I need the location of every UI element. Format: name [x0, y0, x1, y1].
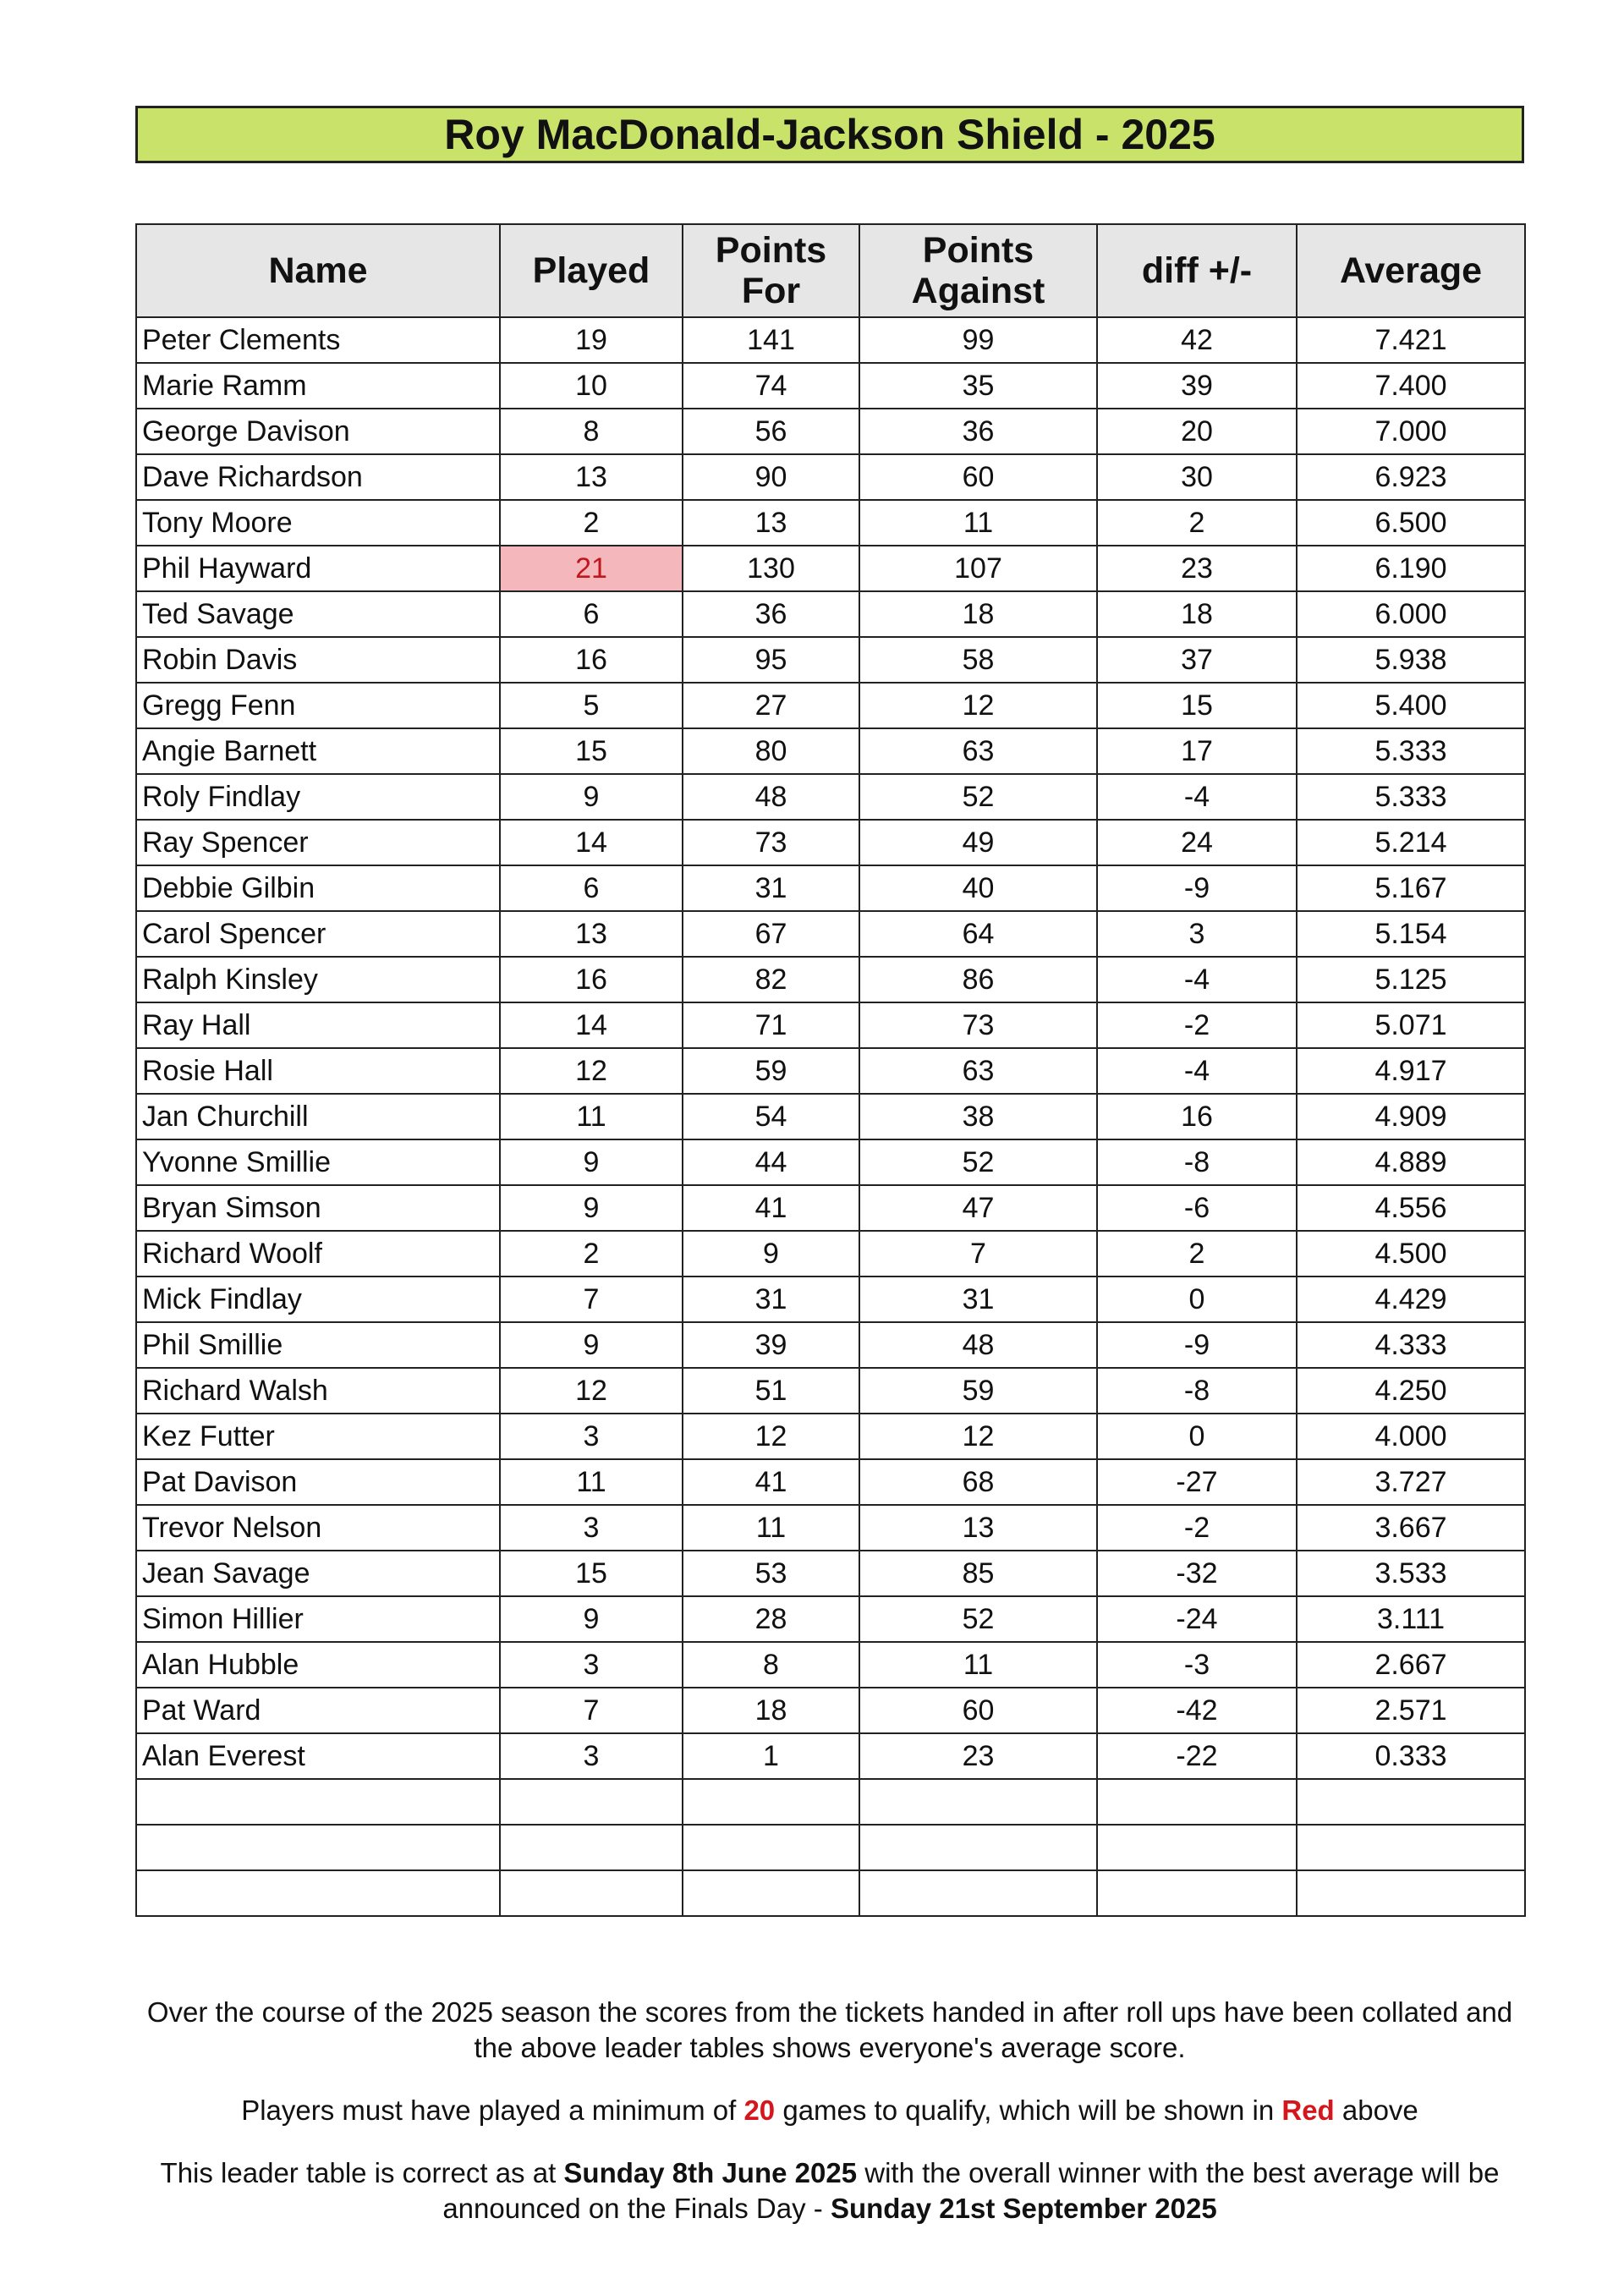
empty-cell	[136, 1825, 500, 1870]
note-minimum-games: 20	[743, 2095, 776, 2126]
cell-average: 4.909	[1297, 1094, 1525, 1139]
cell-played: 9	[500, 1185, 683, 1231]
cell-points-for: 71	[683, 1002, 859, 1048]
table-row	[136, 500, 1525, 546]
cell-name: Debbie Gilbin	[136, 865, 500, 911]
table-row	[136, 1368, 1525, 1414]
empty-cell	[683, 1870, 859, 1916]
cell-points-against: 40	[859, 865, 1097, 911]
column-header-name: Name	[136, 224, 500, 317]
cell-played: 12	[500, 1048, 683, 1094]
cell-played: 16	[500, 957, 683, 1002]
cell-points-against: 68	[859, 1459, 1097, 1505]
cell-points-for: 28	[683, 1596, 859, 1642]
cell-diff: -9	[1097, 1322, 1297, 1368]
cell-average: 5.333	[1297, 728, 1525, 774]
cell-points-for: 39	[683, 1322, 859, 1368]
cell-average: 3.111	[1297, 1596, 1525, 1642]
cell-average: 4.556	[1297, 1185, 1525, 1231]
empty-cell	[683, 1825, 859, 1870]
cell-average: 7.400	[1297, 363, 1525, 409]
cell-points-against: 18	[859, 591, 1097, 637]
cell-played: 9	[500, 1322, 683, 1368]
cell-played: 13	[500, 454, 683, 500]
cell-points-for: 8	[683, 1642, 859, 1688]
cell-played: 6	[500, 591, 683, 637]
empty-table-row	[136, 1825, 1525, 1870]
table-header-row	[136, 224, 1525, 317]
cell-diff: -4	[1097, 774, 1297, 820]
column-header-points-against-line1: Points	[922, 230, 1034, 271]
cell-average: 5.214	[1297, 820, 1525, 865]
cell-points-for: 31	[683, 865, 859, 911]
cell-points-against: 52	[859, 1596, 1097, 1642]
column-header-points-against-line2: Against	[911, 271, 1045, 311]
cell-diff: 16	[1097, 1094, 1297, 1139]
cell-average: 5.167	[1297, 865, 1525, 911]
cell-played: 8	[500, 409, 683, 454]
cell-points-against: 99	[859, 317, 1097, 363]
cell-points-for: 18	[683, 1688, 859, 1733]
note-current-date: Sunday 8th June 2025	[563, 2157, 858, 2188]
cell-points-against: 63	[859, 728, 1097, 774]
note-qualification	[135, 2093, 1524, 2128]
table-row	[136, 1094, 1525, 1139]
cell-points-against: 60	[859, 1688, 1097, 1733]
empty-cell	[136, 1779, 500, 1825]
cell-diff: -24	[1097, 1596, 1297, 1642]
cell-points-for: 54	[683, 1094, 859, 1139]
cell-diff: 20	[1097, 409, 1297, 454]
cell-points-against: 60	[859, 454, 1097, 500]
cell-played: 9	[500, 1139, 683, 1185]
cell-name: Jean Savage	[136, 1551, 500, 1596]
cell-points-against: 23	[859, 1733, 1097, 1779]
table-row	[136, 317, 1525, 363]
cell-diff: -42	[1097, 1688, 1297, 1733]
cell-diff: 30	[1097, 454, 1297, 500]
cell-name: Richard Walsh	[136, 1368, 500, 1414]
cell-average: 6.923	[1297, 454, 1525, 500]
cell-played: 14	[500, 820, 683, 865]
cell-points-against: 12	[859, 683, 1097, 728]
table-row	[136, 1002, 1525, 1048]
cell-name: Carol Spencer	[136, 911, 500, 957]
cell-played: 19	[500, 317, 683, 363]
cell-played: 9	[500, 1596, 683, 1642]
cell-points-against: 38	[859, 1094, 1097, 1139]
table-row	[136, 591, 1525, 637]
cell-points-against: 58	[859, 637, 1097, 683]
column-header-points-against	[859, 224, 1097, 317]
cell-name: Mick Findlay	[136, 1277, 500, 1322]
cell-played: 21	[500, 546, 683, 591]
cell-name: Rosie Hall	[136, 1048, 500, 1094]
cell-average: 3.727	[1297, 1459, 1525, 1505]
cell-name: Marie Ramm	[136, 363, 500, 409]
empty-cell	[1297, 1779, 1525, 1825]
cell-name: Yvonne Smillie	[136, 1139, 500, 1185]
cell-points-against: 59	[859, 1368, 1097, 1414]
table-row	[136, 911, 1525, 957]
cell-diff: -2	[1097, 1505, 1297, 1551]
cell-played: 3	[500, 1505, 683, 1551]
cell-played: 15	[500, 728, 683, 774]
table-row	[136, 865, 1525, 911]
cell-diff: 0	[1097, 1414, 1297, 1459]
cell-average: 5.938	[1297, 637, 1525, 683]
cell-name: Peter Clements	[136, 317, 500, 363]
table-row	[136, 1277, 1525, 1322]
table-row	[136, 1185, 1525, 1231]
empty-cell	[1097, 1825, 1297, 1870]
cell-played: 2	[500, 500, 683, 546]
page-title: Roy MacDonald-Jackson Shield - 2025	[135, 106, 1524, 163]
cell-points-against: 49	[859, 820, 1097, 865]
cell-name: Alan Hubble	[136, 1642, 500, 1688]
cell-average: 5.333	[1297, 774, 1525, 820]
cell-average: 7.421	[1297, 317, 1525, 363]
cell-diff: -8	[1097, 1139, 1297, 1185]
table-row	[136, 546, 1525, 591]
cell-points-for: 59	[683, 1048, 859, 1094]
cell-points-for: 82	[683, 957, 859, 1002]
cell-diff: -6	[1097, 1185, 1297, 1231]
cell-points-against: 36	[859, 409, 1097, 454]
cell-diff: 0	[1097, 1277, 1297, 1322]
cell-name: Gregg Fenn	[136, 683, 500, 728]
cell-played: 13	[500, 911, 683, 957]
column-header-diff: diff +/-	[1097, 224, 1297, 317]
cell-played: 14	[500, 1002, 683, 1048]
cell-points-for: 41	[683, 1185, 859, 1231]
cell-diff: 39	[1097, 363, 1297, 409]
note-red-label: Red	[1281, 2095, 1335, 2126]
cell-average: 3.533	[1297, 1551, 1525, 1596]
empty-cell	[1297, 1870, 1525, 1916]
column-header-played: Played	[500, 224, 683, 317]
cell-points-against: 63	[859, 1048, 1097, 1094]
note-correct-text-a: This leader table is correct as at	[160, 2157, 564, 2188]
cell-played: 3	[500, 1414, 683, 1459]
cell-played: 3	[500, 1642, 683, 1688]
cell-points-for: 73	[683, 820, 859, 865]
column-header-average: Average	[1297, 224, 1525, 317]
cell-points-for: 95	[683, 637, 859, 683]
cell-points-against: 47	[859, 1185, 1097, 1231]
cell-points-for: 31	[683, 1277, 859, 1322]
cell-average: 6.500	[1297, 500, 1525, 546]
cell-name: Ray Hall	[136, 1002, 500, 1048]
cell-name: Alan Everest	[136, 1733, 500, 1779]
cell-points-against: 52	[859, 774, 1097, 820]
cell-points-for: 74	[683, 363, 859, 409]
cell-name: Ralph Kinsley	[136, 957, 500, 1002]
empty-cell	[1297, 1825, 1525, 1870]
cell-diff: -4	[1097, 1048, 1297, 1094]
cell-points-for: 48	[683, 774, 859, 820]
cell-points-for: 27	[683, 683, 859, 728]
cell-average: 4.000	[1297, 1414, 1525, 1459]
table-row	[136, 820, 1525, 865]
empty-cell	[1097, 1779, 1297, 1825]
empty-cell	[500, 1825, 683, 1870]
cell-name: Trevor Nelson	[136, 1505, 500, 1551]
cell-points-for: 67	[683, 911, 859, 957]
empty-cell	[1097, 1870, 1297, 1916]
cell-average: 5.400	[1297, 683, 1525, 728]
note-season-summary: Over the course of the 2025 season the scores from the tickets handed in after roll ups have been collated and the above leader tables shows everyone's average score.	[146, 1996, 1513, 2063]
table-row	[136, 1139, 1525, 1185]
cell-average: 5.071	[1297, 1002, 1525, 1048]
cell-points-for: 53	[683, 1551, 859, 1596]
cell-diff: 2	[1097, 1231, 1297, 1277]
note-qualification-text-c: above	[1334, 2095, 1418, 2126]
table-row	[136, 1596, 1525, 1642]
table-row	[136, 1733, 1525, 1779]
cell-played: 2	[500, 1231, 683, 1277]
empty-cell	[683, 1779, 859, 1825]
cell-diff: -2	[1097, 1002, 1297, 1048]
cell-points-for: 90	[683, 454, 859, 500]
table-row	[136, 1551, 1525, 1596]
cell-diff: 3	[1097, 911, 1297, 957]
cell-name: Phil Smillie	[136, 1322, 500, 1368]
table-row	[136, 1048, 1525, 1094]
table-row	[136, 409, 1525, 454]
cell-name: Angie Barnett	[136, 728, 500, 774]
cell-diff: 18	[1097, 591, 1297, 637]
cell-played: 16	[500, 637, 683, 683]
leader-table	[135, 223, 1526, 1917]
cell-points-for: 130	[683, 546, 859, 591]
note-qualification-text-a: Players must have played a minimum of	[241, 2095, 744, 2126]
cell-points-against: 11	[859, 1642, 1097, 1688]
cell-name: Pat Ward	[136, 1688, 500, 1733]
cell-points-against: 48	[859, 1322, 1097, 1368]
cell-diff: 2	[1097, 500, 1297, 546]
cell-played: 6	[500, 865, 683, 911]
cell-diff: 37	[1097, 637, 1297, 683]
table-row	[136, 774, 1525, 820]
table-row	[136, 1688, 1525, 1733]
cell-diff: -9	[1097, 865, 1297, 911]
cell-points-for: 41	[683, 1459, 859, 1505]
cell-played: 11	[500, 1459, 683, 1505]
note-finals-date: Sunday 21st September 2025	[830, 2193, 1217, 2224]
column-header-points-for-line2: For	[741, 271, 801, 311]
cell-points-for: 51	[683, 1368, 859, 1414]
cell-diff: -8	[1097, 1368, 1297, 1414]
cell-points-against: 12	[859, 1414, 1097, 1459]
table-row	[136, 728, 1525, 774]
cell-points-against: 11	[859, 500, 1097, 546]
cell-points-against: 7	[859, 1231, 1097, 1277]
cell-played: 7	[500, 1688, 683, 1733]
cell-points-against: 13	[859, 1505, 1097, 1551]
cell-diff: -27	[1097, 1459, 1297, 1505]
cell-average: 4.333	[1297, 1322, 1525, 1368]
cell-name: Pat Davison	[136, 1459, 500, 1505]
cell-name: Roly Findlay	[136, 774, 500, 820]
cell-name: Richard Woolf	[136, 1231, 500, 1277]
table-row	[136, 1459, 1525, 1505]
note-correct-text-b: with the overall winner with the best average will be announced on the Finals Day -	[442, 2157, 1500, 2224]
cell-points-against: 52	[859, 1139, 1097, 1185]
cell-points-against: 35	[859, 363, 1097, 409]
cell-average: 4.500	[1297, 1231, 1525, 1277]
cell-average: 6.000	[1297, 591, 1525, 637]
table-row	[136, 1414, 1525, 1459]
cell-diff: 42	[1097, 317, 1297, 363]
footnotes	[135, 1995, 1524, 2254]
table-row	[136, 1322, 1525, 1368]
cell-average: 3.667	[1297, 1505, 1525, 1551]
column-header-points-for	[683, 224, 859, 317]
cell-name: Phil Hayward	[136, 546, 500, 591]
table-row	[136, 637, 1525, 683]
table-body	[136, 317, 1525, 1916]
cell-points-for: 44	[683, 1139, 859, 1185]
cell-points-against: 31	[859, 1277, 1097, 1322]
table-row	[136, 1231, 1525, 1277]
cell-average: 5.154	[1297, 911, 1525, 957]
cell-name: Jan Churchill	[136, 1094, 500, 1139]
cell-average: 2.571	[1297, 1688, 1525, 1733]
cell-points-against: 73	[859, 1002, 1097, 1048]
note-correct-as-at	[135, 2155, 1524, 2226]
cell-diff: -32	[1097, 1551, 1297, 1596]
table-row	[136, 363, 1525, 409]
note-qualification-text-b: games to qualify, which will be shown in	[775, 2095, 1282, 2126]
empty-table-row	[136, 1779, 1525, 1825]
cell-average: 4.917	[1297, 1048, 1525, 1094]
cell-average: 4.889	[1297, 1139, 1525, 1185]
cell-points-for: 36	[683, 591, 859, 637]
column-header-points-for-line1: Points	[715, 230, 827, 271]
cell-average: 5.125	[1297, 957, 1525, 1002]
empty-cell	[500, 1870, 683, 1916]
cell-points-for: 56	[683, 409, 859, 454]
cell-points-against: 64	[859, 911, 1097, 957]
cell-average: 4.250	[1297, 1368, 1525, 1414]
cell-name: Simon Hillier	[136, 1596, 500, 1642]
empty-cell	[136, 1870, 500, 1916]
cell-played: 12	[500, 1368, 683, 1414]
cell-points-against: 86	[859, 957, 1097, 1002]
cell-diff: 17	[1097, 728, 1297, 774]
cell-points-for: 80	[683, 728, 859, 774]
cell-average: 6.190	[1297, 546, 1525, 591]
cell-diff: 24	[1097, 820, 1297, 865]
cell-points-for: 9	[683, 1231, 859, 1277]
cell-points-for: 11	[683, 1505, 859, 1551]
table-row	[136, 1505, 1525, 1551]
cell-played: 7	[500, 1277, 683, 1322]
cell-diff: -4	[1097, 957, 1297, 1002]
cell-played: 10	[500, 363, 683, 409]
cell-diff: 23	[1097, 546, 1297, 591]
cell-average: 7.000	[1297, 409, 1525, 454]
cell-points-for: 141	[683, 317, 859, 363]
cell-average: 0.333	[1297, 1733, 1525, 1779]
empty-cell	[500, 1779, 683, 1825]
cell-name: Ray Spencer	[136, 820, 500, 865]
cell-name: George Davison	[136, 409, 500, 454]
cell-name: Kez Futter	[136, 1414, 500, 1459]
table-row	[136, 957, 1525, 1002]
cell-played: 9	[500, 774, 683, 820]
cell-points-against: 107	[859, 546, 1097, 591]
cell-played: 11	[500, 1094, 683, 1139]
cell-points-against: 85	[859, 1551, 1097, 1596]
cell-diff: -22	[1097, 1733, 1297, 1779]
cell-average: 4.429	[1297, 1277, 1525, 1322]
cell-played: 15	[500, 1551, 683, 1596]
cell-points-for: 1	[683, 1733, 859, 1779]
table-row	[136, 1642, 1525, 1688]
table-row	[136, 683, 1525, 728]
empty-cell	[859, 1870, 1097, 1916]
empty-cell	[859, 1779, 1097, 1825]
cell-points-for: 12	[683, 1414, 859, 1459]
cell-diff: 15	[1097, 683, 1297, 728]
cell-name: Robin Davis	[136, 637, 500, 683]
cell-name: Dave Richardson	[136, 454, 500, 500]
table-row	[136, 454, 1525, 500]
empty-cell	[859, 1825, 1097, 1870]
cell-name: Tony Moore	[136, 500, 500, 546]
cell-name: Bryan Simson	[136, 1185, 500, 1231]
cell-average: 2.667	[1297, 1642, 1525, 1688]
cell-name: Ted Savage	[136, 591, 500, 637]
cell-points-for: 13	[683, 500, 859, 546]
cell-played: 5	[500, 683, 683, 728]
cell-played: 3	[500, 1733, 683, 1779]
empty-table-row	[136, 1870, 1525, 1916]
cell-diff: -3	[1097, 1642, 1297, 1688]
